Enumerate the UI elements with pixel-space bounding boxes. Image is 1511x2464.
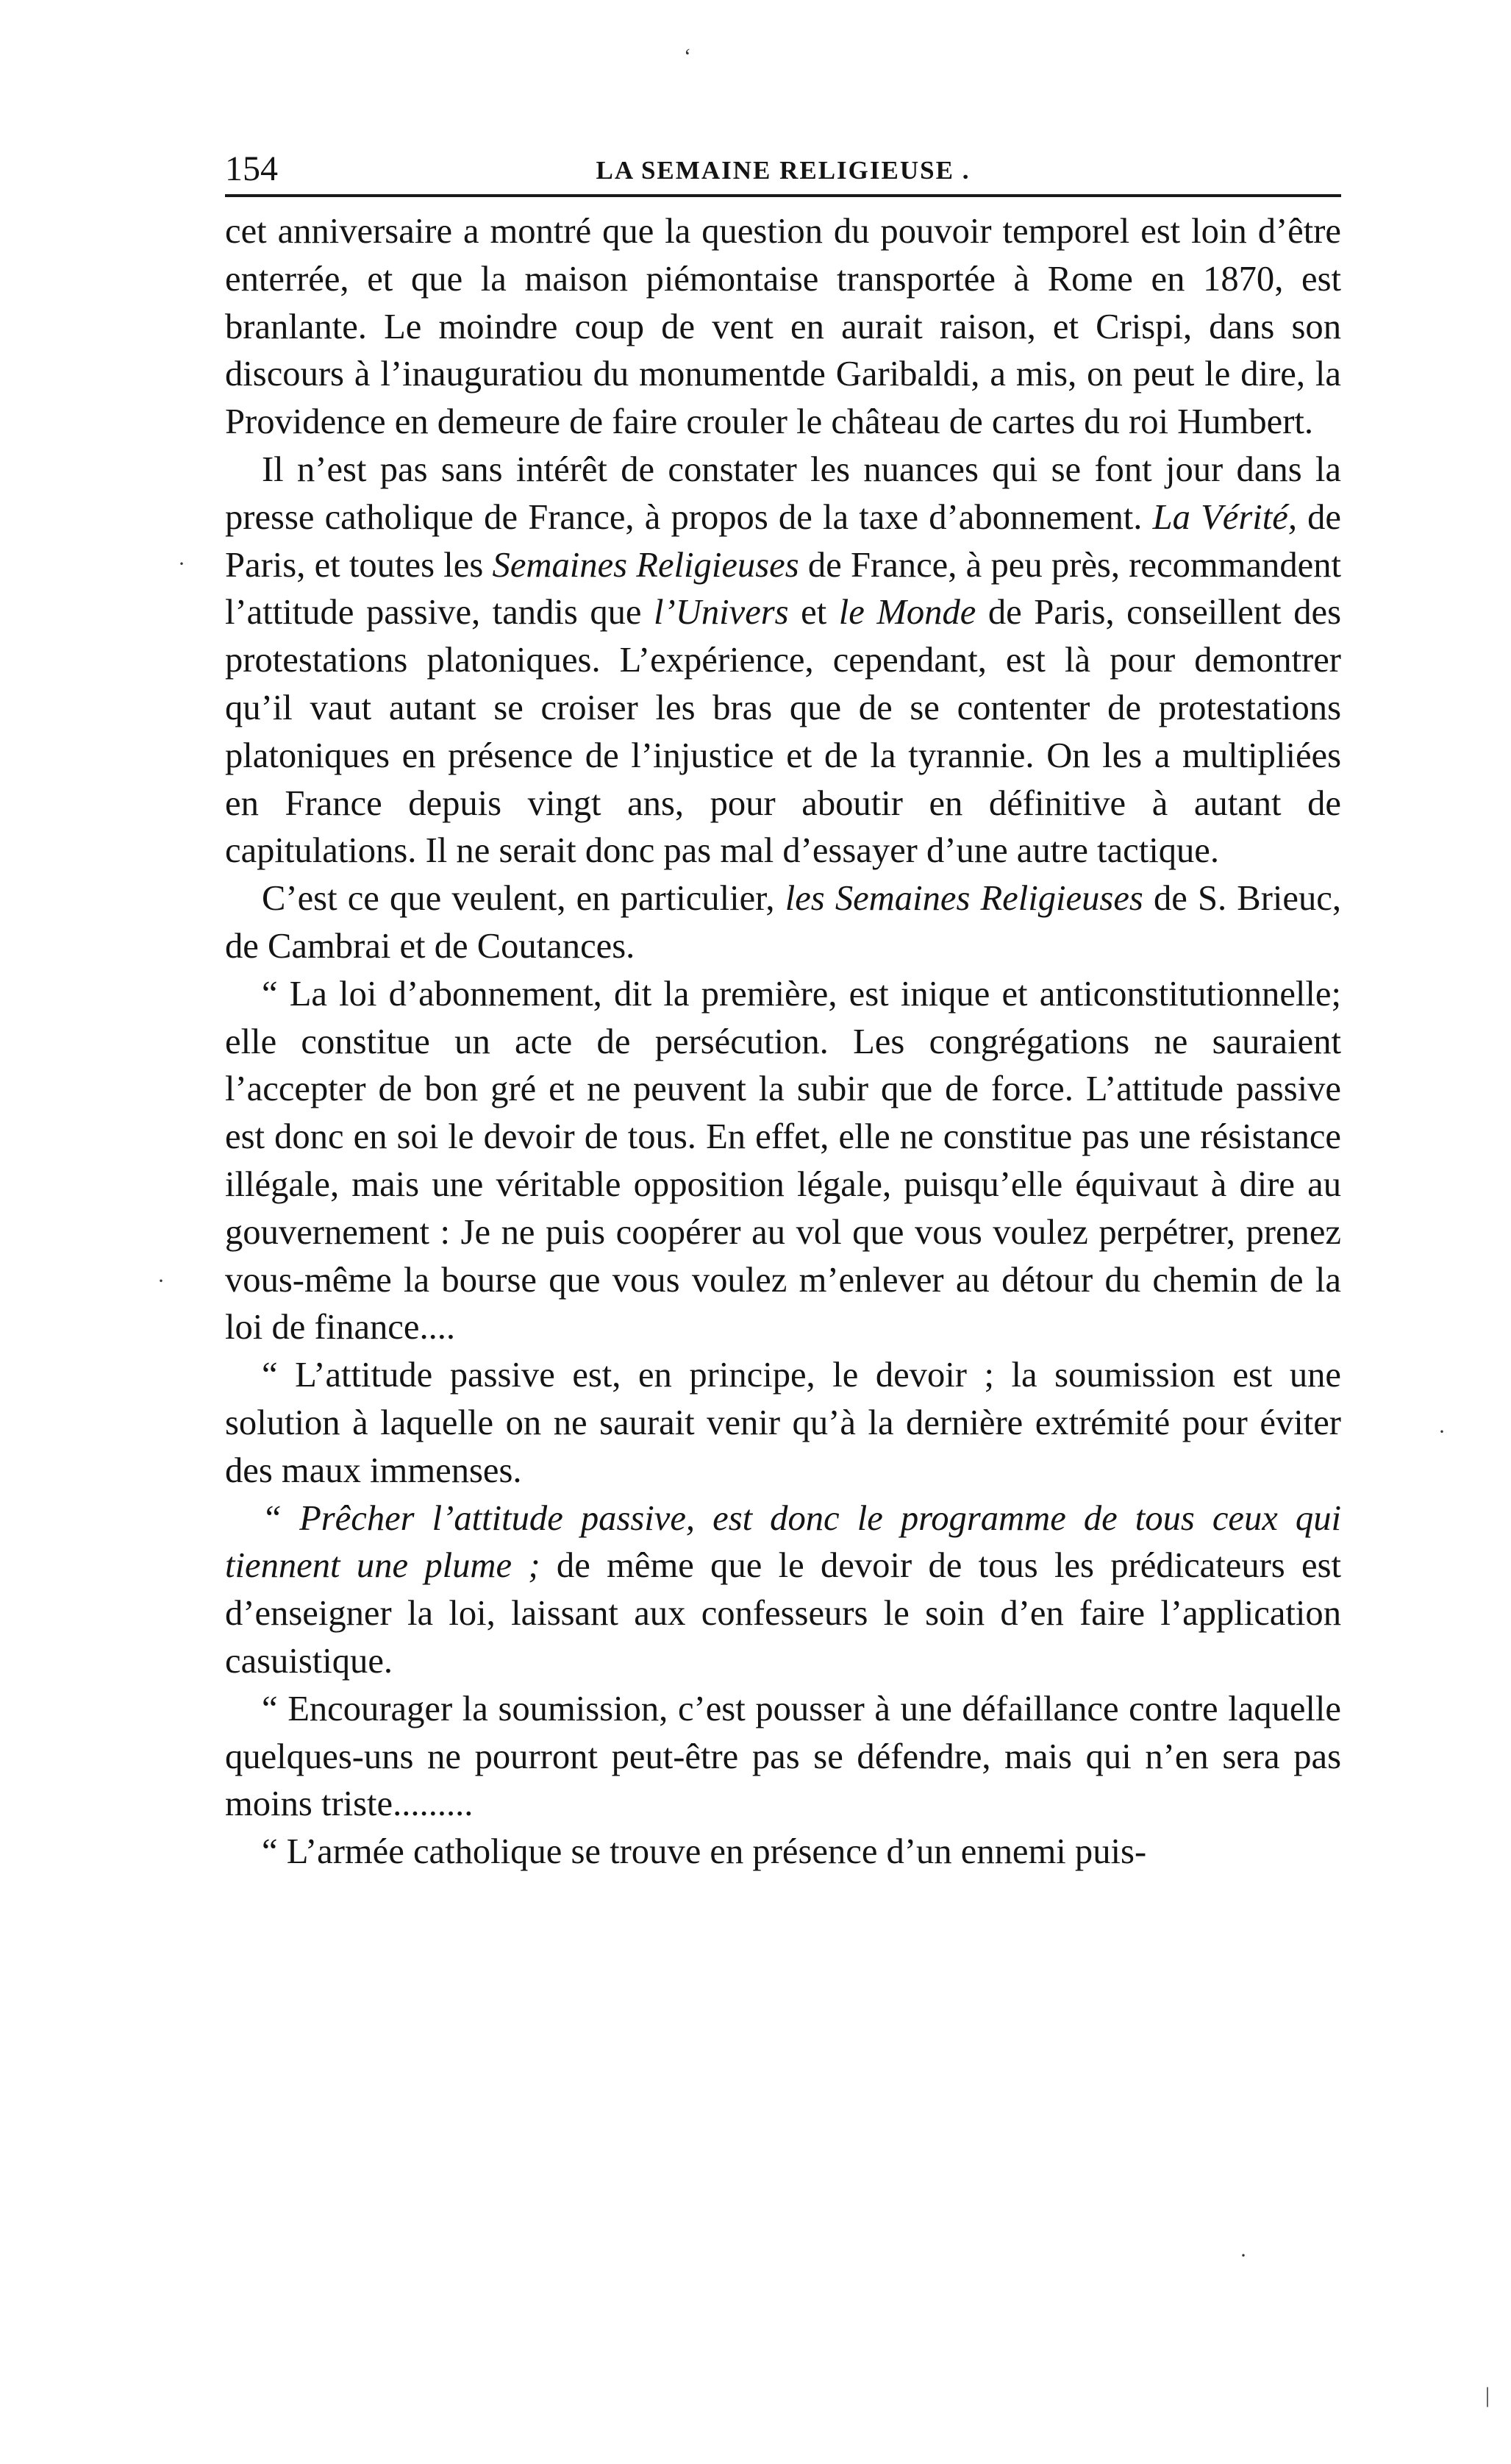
- running-title: LA SEMAINE RELIGIEUSE .: [596, 156, 971, 185]
- title-le-monde: le Monde: [838, 592, 976, 633]
- paragraph-2-text-e: de France, à peu près, recommandent l’attitude passive, tandis que: [225, 544, 1341, 633]
- quote-paragraph-4: “ Encourager la soumission, c’est pousser à une défaillance contre laquelle quelques-uns ne pourront peut-être pas se défendre, mais qui n’en sera pas moins triste.........: [225, 1688, 1341, 1824]
- paragraph-2-text-a: Il n’est pas sans intérêt de constater les nuances qui se font jour dans la presse catholique de France, à propos de la taxe d’abonnement.: [225, 449, 1341, 537]
- scan-speck: ·: [1240, 2243, 1247, 2268]
- paragraph-3-text-a: C’est ce que veulent, en particulier,: [262, 878, 785, 919]
- page-header: [225, 147, 1341, 197]
- quote-paragraph-1: “ La loi d’abonnement, dit la première, est inique et anticonstitutionnelle; elle constitue un acte de persécution. Les congrégations ne sauraient l’accepter de bon gré et ne peuvent la subir que de force. L’attitude passive est donc en soi le devoir de tous. En effet, elle ne constitue pas une résistance illégale, mais une véritable opposition légale, puisqu’elle équivaut à dire au gouvernement : Je ne puis coopérer au vol que vous voulez perpétrer, prenez vous-même la bourse que vous voulez m’enlever au détour du chemin de la loi de finance....: [225, 973, 1341, 1347]
- paragraph-2-text-i: de Paris, conseillent des protestations platoniques. L’expérience, cependant, est là pour demontrer qu’il vaut autant se croiser les bras que de se contenter de protestations platoniques en présence de l’injustice et de la tyrannie. On les a multipliées en France depuis vingt ans, pour aboutir en définitive à autant de capitulations. Il ne serait donc pas mal d’essayer d’une autre tactique.: [225, 592, 1341, 871]
- scan-speck: ·: [1438, 1420, 1446, 1444]
- page-number: 154: [225, 149, 278, 188]
- scan-speck: |: [1485, 2383, 1490, 2407]
- paragraph-3: [225, 875, 1341, 970]
- page-body: [225, 207, 1341, 1876]
- paragraph-2-text-c: de Paris, et toutes les: [225, 496, 1342, 585]
- title-semaines-religieuses: Semaines Religieuses: [492, 544, 799, 585]
- scan-speck: ‘: [684, 44, 691, 68]
- title-l-univers: l’Univers: [654, 592, 789, 633]
- paragraph-3-text-c: de S. Brieuc, de Cambrai et de Coutances.: [225, 878, 1341, 966]
- scan-speck: ·: [157, 1269, 165, 1293]
- scan-speck: ·: [178, 552, 185, 576]
- title-la-verite: La Vérité,: [1152, 496, 1297, 537]
- quote-paragraph-2: “ L’attitude passive est, en principe, le devoir ; la soumission est une solution à laquelle on ne saurait venir qu’à la dernière extrémité pour éviter des maux immenses.: [225, 1355, 1341, 1490]
- paragraph-2-text-g: et: [788, 592, 839, 633]
- quote-paragraph-3-italic: “ Prêcher l’attitude passive, est donc le programme de tous ceux qui tiennent une plume ;: [225, 1498, 1341, 1586]
- book-page: [225, 147, 1341, 1876]
- quote-paragraph-5: “ L’armée catholique se trouve en présence d’un ennemi puis-: [262, 1831, 1147, 1872]
- quote-paragraph-3: [225, 1495, 1341, 1685]
- paragraph-1: cet anniversaire a montré que la question du pouvoir temporel est loin d’être enterrée, et que la maison piémontaise transportée à Rome en 1870, est branlante. Le moindre coup de vent en aurait raison, et Crispi, dans son discours à l’inauguratiou du monumentde Garibaldi, a mis, on peut le dire, la Providence en demeure de faire crouler le château de cartes du roi Humbert.: [225, 211, 1341, 442]
- quote-paragraph-3-text: de même que le devoir de tous les prédicateurs est d’enseigner la loi, laissant aux confesseurs le soin d’en faire l’application casuistique.: [225, 1545, 1342, 1681]
- title-les-semaines-religieuses: les Semaines Religieuses: [785, 878, 1143, 919]
- paragraph-2: [225, 446, 1341, 875]
